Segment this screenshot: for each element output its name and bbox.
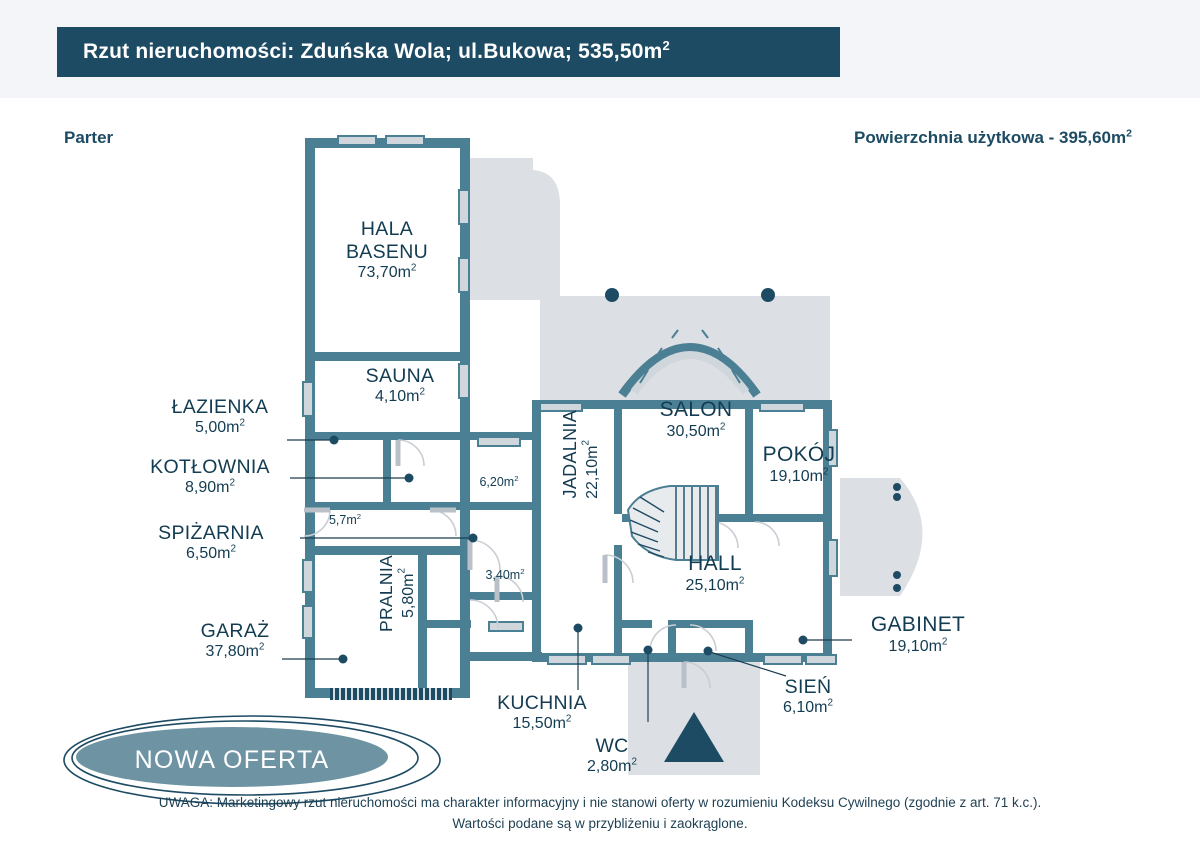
room-area-hala-basenu: $73,70m^2$ xyxy=(357,262,417,281)
room-label-hall xyxy=(657,552,773,596)
room-label-hala-basenu xyxy=(312,218,462,283)
room-name-pralnia: PRALNIA xyxy=(376,555,396,632)
room-name-pokoj: POKÓJ xyxy=(762,443,836,466)
room-label-sauna xyxy=(340,365,460,407)
disclaimer xyxy=(0,793,1200,835)
room-area-3-40: $3,40m^2$ xyxy=(485,566,525,582)
room-label-sien xyxy=(753,676,863,718)
garage-door xyxy=(330,688,452,700)
room-name-hala-basenu: HALA xyxy=(360,218,414,240)
room-area-jadalnia: $22,10m^2$ xyxy=(580,440,601,499)
room-label-spizarnia xyxy=(118,522,304,564)
room-label-pokoj xyxy=(740,443,858,487)
room-label-pralnia xyxy=(376,555,400,632)
room-area-kuchnia: $15,50m^2$ xyxy=(512,713,572,732)
room-area-gabinet: $19,10m^2$ xyxy=(888,636,948,655)
room-area-salon: $30,50m^2$ xyxy=(666,421,726,440)
room-label-gabinet xyxy=(850,613,986,657)
room-area-wc: $2,80m^2$ xyxy=(587,756,637,775)
room-area-hall: $25,10m^2$ xyxy=(685,575,745,594)
nowa-oferta-label: NOWA OFERTA xyxy=(134,745,330,774)
room-area-sauna: $4,10m^2$ xyxy=(375,386,425,405)
room-name-sien: SIEŃ xyxy=(784,676,832,698)
room-label-kuchnia xyxy=(472,692,612,734)
room-area-pokoj: $19,10m^2$ xyxy=(769,466,829,485)
title-superscript: 2 xyxy=(662,38,670,53)
room-label-5-7 xyxy=(310,513,380,528)
room-name-lazienka: ŁAZIENKA xyxy=(171,396,269,418)
floor-label: Parter xyxy=(64,128,114,147)
room-label-lazienka xyxy=(140,396,300,438)
room-label-jadalnia xyxy=(560,410,584,498)
page-title: Rzut nieruchomości: Zduńska Wola; ul.Bukowa; $535,50m^2$ xyxy=(83,38,670,63)
room-label-wc xyxy=(562,735,662,777)
room-area-spizarnia: $6,50m^2$ xyxy=(186,543,236,562)
usable-area-label: Powierzchnia użytkowa - $395,60m^2$ xyxy=(854,127,1132,147)
disclaimer-line-2: Wartości podane są w przybliżeniu i zaokrąglone. xyxy=(452,815,748,831)
room-name-wc: WC xyxy=(595,735,629,757)
room-area-pralnia-wrap xyxy=(396,568,424,618)
disclaimer-line-1: UWAGA: Marketingowy rzut nieruchomości ma charakter informacyjny i nie stanowi oferty w rozumieniu Kodeksu Cywilnego (zgodnie z art. 71 k.c.). xyxy=(158,795,1042,810)
room-area-6-20: $6,20m^2$ xyxy=(479,473,519,489)
room-area-garaz: $37,80m^2$ xyxy=(205,641,265,660)
room-area-5-7: $5,7m^2$ xyxy=(328,511,362,527)
staircase xyxy=(628,486,718,560)
room-label-3-40 xyxy=(466,568,544,583)
room-label-garaz xyxy=(160,620,310,662)
room-name-sauna: SAUNA xyxy=(365,365,435,387)
room-area-lazienka: $5,00m^2$ xyxy=(195,417,245,436)
room-name-garaz: GARAŻ xyxy=(200,620,270,642)
room-area-sien: $6,10m^2$ xyxy=(783,697,833,716)
room-name-hall: HALL xyxy=(688,552,742,575)
room-name-spizarnia: SPIŻARNIA xyxy=(158,522,264,544)
room-label-6-20 xyxy=(462,475,536,490)
room-area-kotlownia: $8,90m^2$ xyxy=(185,477,235,496)
usable-area-superscript: 2 xyxy=(1126,127,1132,140)
room-name-salon: SALON xyxy=(659,398,733,421)
room-name-kotlownia: KOTŁOWNIA xyxy=(150,456,270,478)
room-area-pralnia: $5,80m^2$ xyxy=(396,568,417,618)
room-name-gabinet: GABINET xyxy=(870,613,966,636)
room-area-jadalnia-wrap xyxy=(580,440,608,499)
room-label-salon xyxy=(634,398,758,442)
room-name-jadalnia: JADALNIA xyxy=(560,410,580,499)
room-name-kuchnia: KUCHNIA xyxy=(497,692,587,714)
room-name-hala-basenu-2: BASENU xyxy=(346,241,428,263)
room-label-kotlownia xyxy=(112,456,308,498)
